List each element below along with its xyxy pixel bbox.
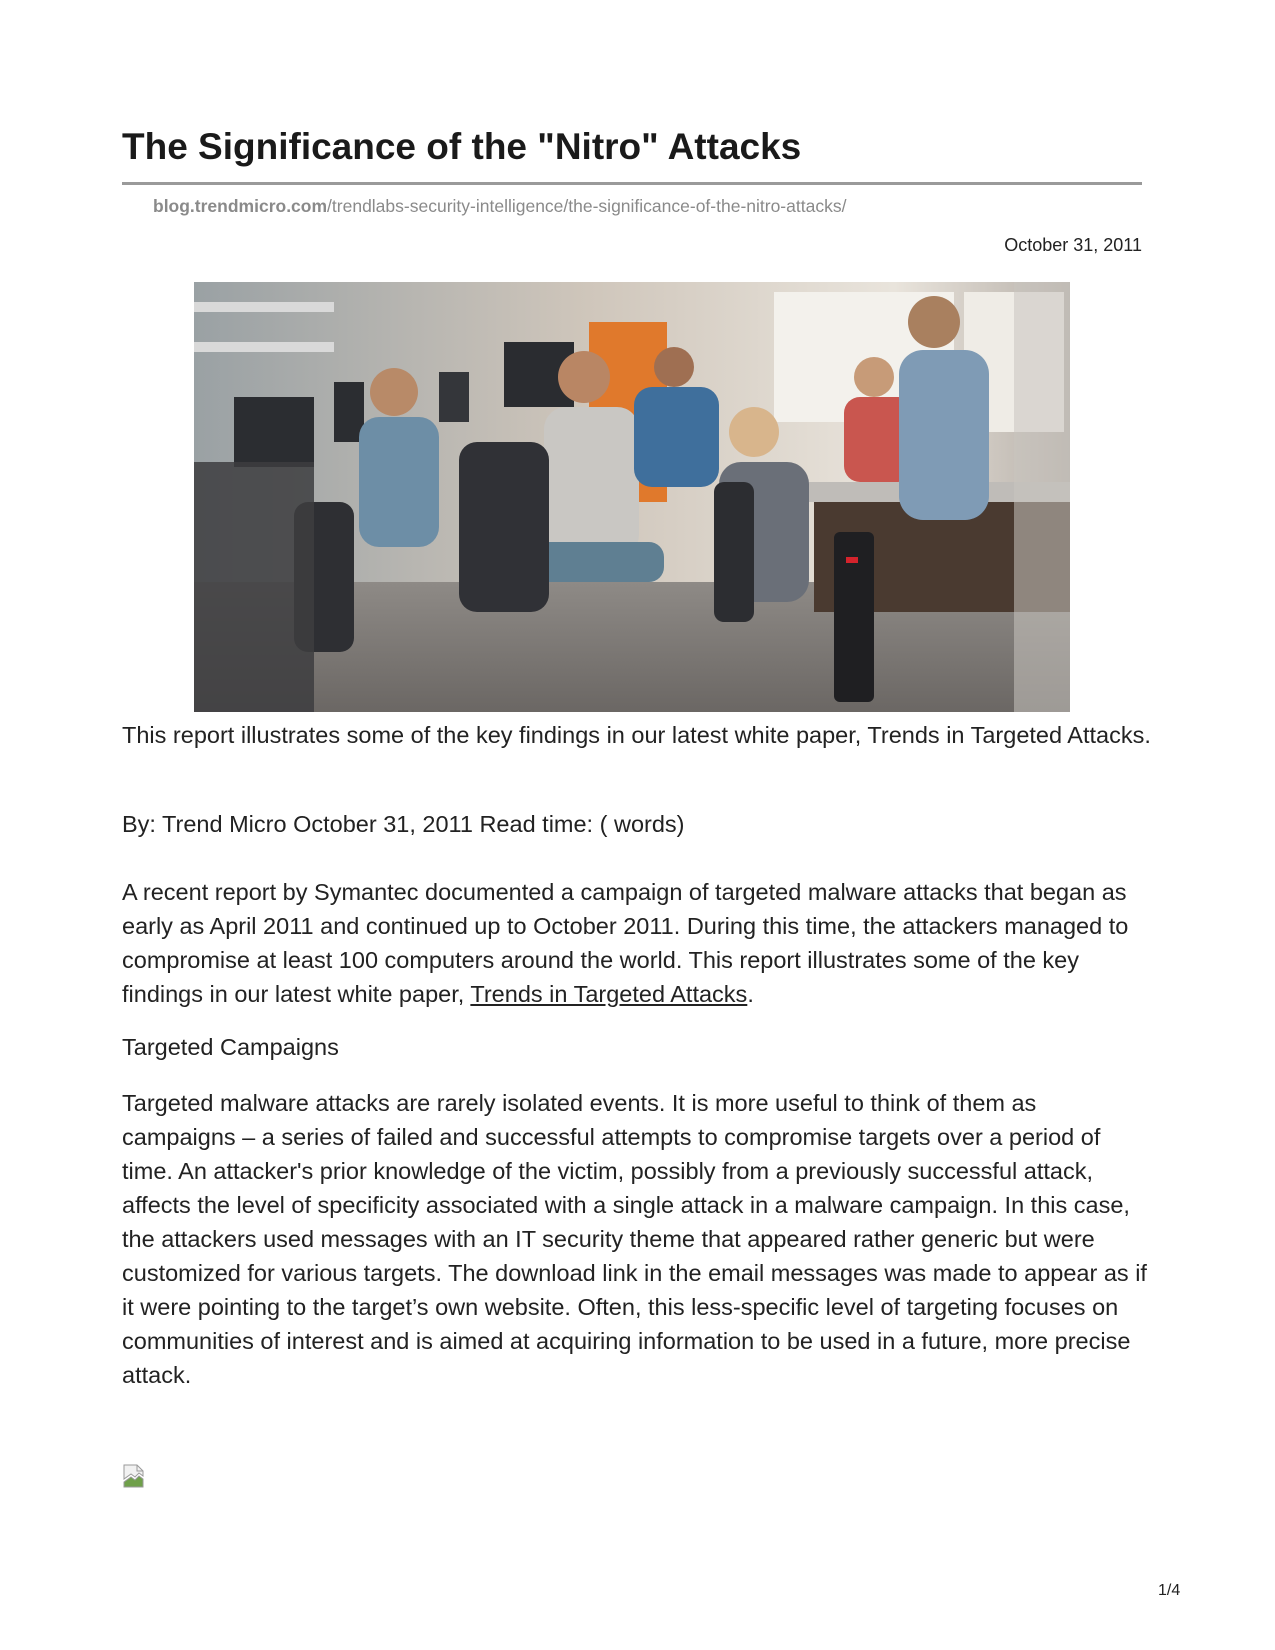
trends-link[interactable]: Trends in Targeted Attacks — [470, 981, 748, 1007]
byline: By: Trend Micro October 31, 2011 Read time: ( words) — [122, 811, 685, 837]
broken-image-icon — [122, 1463, 146, 1489]
source-url[interactable] — [153, 196, 846, 217]
summary-text: This report illustrates some of the key findings in our latest white paper, Trends in Targeted Attacks. — [122, 722, 1151, 748]
intro-text: A recent report by Symantec documented a campaign of targeted malware attacks that began as early as April 2011 and continued up to October 2011. During this time, the attackers managed to compromise at least 100 computers around the world. This report illustrates some of the key findings in our latest white paper, — [122, 879, 1129, 1007]
intro-paragraph — [122, 875, 1152, 1011]
hero-image — [194, 282, 1070, 712]
title-divider — [122, 182, 1142, 185]
office-photo — [194, 282, 1070, 712]
url-domain: blog.trendmicro.com — [153, 196, 328, 216]
url-path: /trendlabs-security-intelligence/the-significance-of-the-nitro-attacks/ — [327, 196, 847, 216]
campaign-paragraph: Targeted malware attacks are rarely isolated events. It is more useful to think of them as campaigns – a series of failed and successful attempts to compromise targets over a period of time. An attacker's prior knowledge of the victim, possibly from a previously successful attack, affects the level of specificity associated with a single attack in a malware campaign. In this case, the attackers used messages with an IT security theme that appeared rather generic but were customized for various targets. The download link in the email messages was made to appear as if it were pointing to the target’s own website. Often, this less-specific level of targeting focuses on communities of interest and is aimed at acquiring information to be used in a future, more precise attack. — [122, 1090, 1147, 1388]
intro-end: . — [747, 981, 754, 1007]
section-heading: Targeted Campaigns — [122, 1034, 339, 1060]
article-date: October 31, 2011 — [1004, 235, 1142, 255]
page-number: 1/4 — [1158, 1582, 1181, 1599]
page-title: The Significance of the "Nitro" Attacks — [122, 126, 802, 167]
